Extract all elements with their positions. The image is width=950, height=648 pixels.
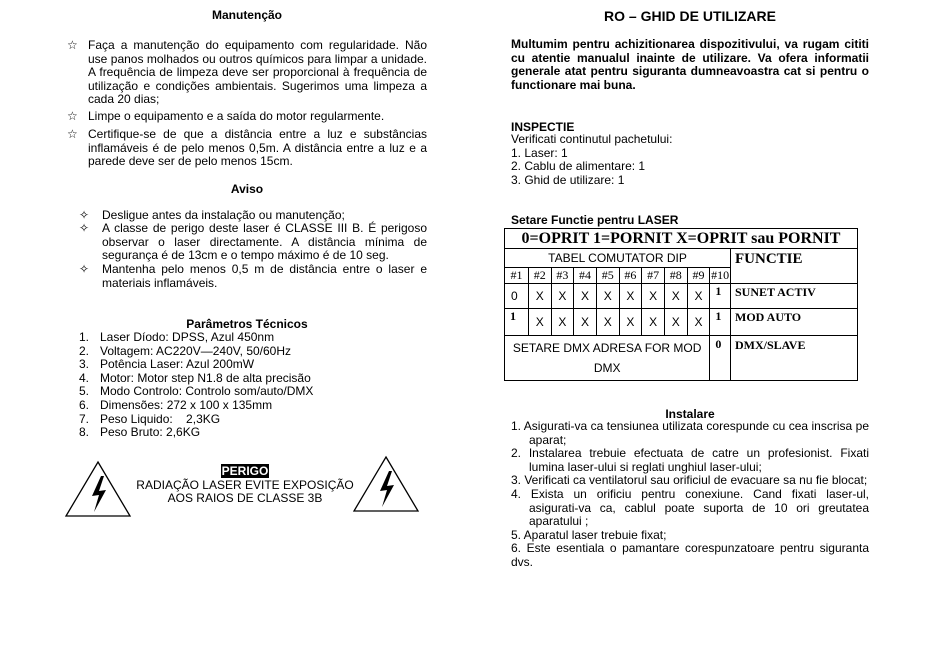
switch-cell: X bbox=[528, 284, 551, 309]
danger-line: RADIAÇÃO LASER EVITE EXPOSIÇÃO bbox=[136, 477, 354, 492]
table-row bbox=[505, 309, 858, 336]
intro-text: Multumim pentru achizitionarea dispozitivului, va rugam cititi cu atentie manualul inainte de utilizare. Va ofera informatii generale atat pentru siguranta dumneavoastra cat si pentru o functionare mai buna. bbox=[511, 37, 869, 92]
maintenance-title: Manutenção bbox=[211, 8, 282, 22]
switch-cell: X bbox=[619, 284, 642, 309]
list-item bbox=[79, 372, 313, 386]
install-list bbox=[511, 420, 869, 570]
list-item bbox=[79, 426, 313, 440]
list-item bbox=[511, 488, 869, 529]
list-item: Verificati continutul pachetului: bbox=[511, 132, 673, 146]
switch-cell: X bbox=[642, 284, 665, 309]
switch-cell: X bbox=[619, 309, 642, 336]
list-item bbox=[79, 331, 313, 345]
maintenance-item-text: Limpe o equipamento e a saída do motor regularmente. bbox=[88, 109, 385, 123]
switch-cell: X bbox=[687, 309, 710, 336]
switch-cell: X bbox=[664, 284, 687, 309]
dip-table-title: TABEL COMUTATOR DIP bbox=[505, 249, 731, 268]
warning-item bbox=[79, 222, 427, 263]
warning-item bbox=[79, 263, 427, 290]
params-list bbox=[79, 331, 313, 440]
warning-item-text: A classe de perigo deste laser é CLASSE III B. É perigoso observar o laser directamente. A distância mínima de segurança é de 13cm e o tempo máximo é de 10 seg. bbox=[102, 221, 427, 263]
params-title: Parâmetros Técnicos bbox=[186, 317, 308, 331]
function-cell: SUNET ACTIV bbox=[731, 284, 858, 309]
warning-title: Aviso bbox=[230, 182, 264, 196]
star-bullet-icon: ☆ bbox=[67, 109, 78, 123]
dmx-setting-text: SETARE DMX ADRESA FOR MOD bbox=[512, 341, 702, 355]
diamond-star-bullet-icon: ✧ bbox=[79, 208, 90, 222]
list-item bbox=[511, 529, 869, 543]
warning-item-text: Mantenha pelo menos 0,5 m de distância entre o laser e materiais inflamáveis. bbox=[102, 262, 427, 290]
star-bullet-icon: ☆ bbox=[67, 38, 78, 52]
item-number: 2. bbox=[79, 343, 90, 358]
item-text: Peso Bruto: 2,6KG bbox=[100, 425, 201, 440]
danger-label-block bbox=[120, 465, 370, 506]
switch-cell: X bbox=[664, 309, 687, 336]
dip-heading: Setare Functie pentru LASER bbox=[511, 213, 679, 227]
maintenance-item bbox=[67, 39, 427, 107]
item-number: 1. bbox=[79, 330, 90, 344]
switch-header: #9 bbox=[687, 268, 710, 284]
star-bullet-icon: ☆ bbox=[67, 127, 78, 141]
switch-cell: 0 bbox=[710, 336, 731, 381]
switch-cell: X bbox=[687, 284, 710, 309]
dmx-setting-text: DMX bbox=[593, 361, 621, 375]
dmx-setting-cell bbox=[505, 336, 710, 381]
list-item-text: 4. Exista un orificiu pentru conexiune. Cand fixati laser-ul, asigurati-va ca, cablul poate suporta de 10 ori greutatea aparatului ; bbox=[511, 486, 869, 529]
function-cell: MOD AUTO bbox=[731, 309, 858, 336]
maintenance-item bbox=[67, 110, 427, 124]
list-item bbox=[79, 358, 313, 372]
list-item-text: 1. Asigurati-va ca tensiunea utilizata corespunde cu cea inscrisa pe aparat; bbox=[511, 419, 869, 447]
list-item: 1. Laser: 1 bbox=[511, 145, 568, 160]
list-item bbox=[511, 447, 869, 474]
dip-legend: 0=OPRIT 1=PORNIT X=OPRIT sau PORNIT bbox=[505, 229, 858, 249]
switch-header: #10 bbox=[711, 268, 730, 282]
inspection-list bbox=[511, 133, 672, 187]
list-item bbox=[511, 420, 869, 447]
diamond-star-bullet-icon: ✧ bbox=[79, 221, 90, 235]
switch-cell: X bbox=[596, 284, 619, 309]
list-item bbox=[511, 474, 869, 488]
list-item bbox=[511, 542, 869, 569]
switch-header: #4 bbox=[574, 268, 597, 284]
switch-cell: X bbox=[596, 309, 619, 336]
switch-header: #3 bbox=[551, 268, 574, 284]
table-row bbox=[505, 284, 858, 309]
item-number: 8. bbox=[79, 425, 90, 440]
item-number: 6. bbox=[79, 397, 90, 412]
switch-cell: X bbox=[551, 309, 574, 336]
switch-cell: 1 bbox=[505, 309, 529, 336]
item-number: 3. bbox=[79, 357, 90, 372]
switch-cell: X bbox=[551, 284, 574, 309]
switch-header: #1 bbox=[505, 268, 529, 284]
switch-cell: X bbox=[574, 284, 597, 309]
switch-cell: X bbox=[642, 309, 665, 336]
item-text: Voltagem: AC220V—240V, 50/60Hz bbox=[100, 343, 292, 358]
switch-header: #6 bbox=[619, 268, 642, 284]
switch-cell: X bbox=[528, 309, 551, 336]
list-item-text: 5. Aparatul laser trebuie fixat; bbox=[511, 527, 667, 542]
item-text: Modo Controlo: Controlo som/auto/DMX bbox=[100, 384, 314, 399]
switch-header: #2 bbox=[528, 268, 551, 284]
item-number: 5. bbox=[79, 384, 90, 399]
function-header: FUNCTIE bbox=[731, 249, 858, 284]
item-text: Dimensões: 272 x 100 x 135mm bbox=[100, 397, 273, 412]
maintenance-item bbox=[67, 128, 427, 169]
switch-header: #7 bbox=[642, 268, 665, 284]
list-item bbox=[79, 413, 313, 427]
item-number: 7. bbox=[79, 411, 90, 426]
danger-label: PERIGO bbox=[221, 464, 269, 478]
page-title: RO – GHID DE UTILIZARE bbox=[604, 8, 776, 24]
list-item bbox=[79, 399, 313, 413]
diamond-star-bullet-icon: ✧ bbox=[79, 262, 90, 276]
table-row bbox=[505, 336, 858, 381]
list-item-text: 6. Este esentiala o pamantare corespunzatoare pentru siguranta dvs. bbox=[511, 541, 869, 569]
maintenance-item-text: Certifique-se de que a distância entre a luz e substâncias inflamáveis é de pelo menos 0,5m. A distância entre a luz e a parede deve ser de pelo menos 15cm. bbox=[88, 127, 427, 169]
switch-cell: 1 bbox=[710, 284, 731, 309]
dip-switch-table bbox=[504, 228, 858, 381]
switch-header: #8 bbox=[664, 268, 687, 284]
list-item bbox=[79, 345, 313, 359]
item-number: 4. bbox=[79, 370, 90, 385]
switch-cell: 0 bbox=[505, 284, 529, 309]
list-item: 2. Cablu de alimentare: 1 bbox=[511, 159, 646, 174]
list-item: 3. Ghid de utilizare: 1 bbox=[511, 172, 625, 187]
item-text: Peso Liquido: 2,3KG bbox=[100, 411, 221, 426]
inspection-title: INSPECTIE bbox=[511, 120, 575, 134]
item-text: Motor: Motor step N1.8 de alta precisão bbox=[100, 370, 311, 385]
function-cell: DMX/SLAVE bbox=[731, 336, 858, 381]
switch-cell: X bbox=[574, 309, 597, 336]
item-text: Laser Díodo: DPSS, Azul 450nm bbox=[100, 330, 275, 344]
list-item-text: 2. Instalarea trebuie efectuata de catre un profesionist. Fixati lumina laser-ului si reglati unghiul laser-ului; bbox=[511, 446, 869, 474]
danger-line: AOS RAIOS DE CLASSE 3B bbox=[167, 491, 323, 506]
warning-item-text: Desligue antes da instalação ou manutenção; bbox=[102, 208, 345, 222]
install-title: Instalare bbox=[665, 407, 715, 421]
list-item bbox=[79, 385, 313, 399]
item-text: Potência Laser: Azul 200mW bbox=[100, 357, 255, 372]
maintenance-item-text: Faça a manutenção do equipamento com regularidade. Não use panos molhados ou outros químicos para limpar a unidade. A frequência de limpeza deve ser proporcional à frequência de utilização e condições ambientais. Sugerimos uma limpeza a cada 20 dias; bbox=[88, 38, 427, 107]
list-item-text: 3. Verificati ca ventilatorul sau orificiul de evacuare sa nu fie blocat; bbox=[511, 473, 868, 488]
switch-cell: 1 bbox=[710, 309, 731, 336]
switch-header: #5 bbox=[596, 268, 619, 284]
